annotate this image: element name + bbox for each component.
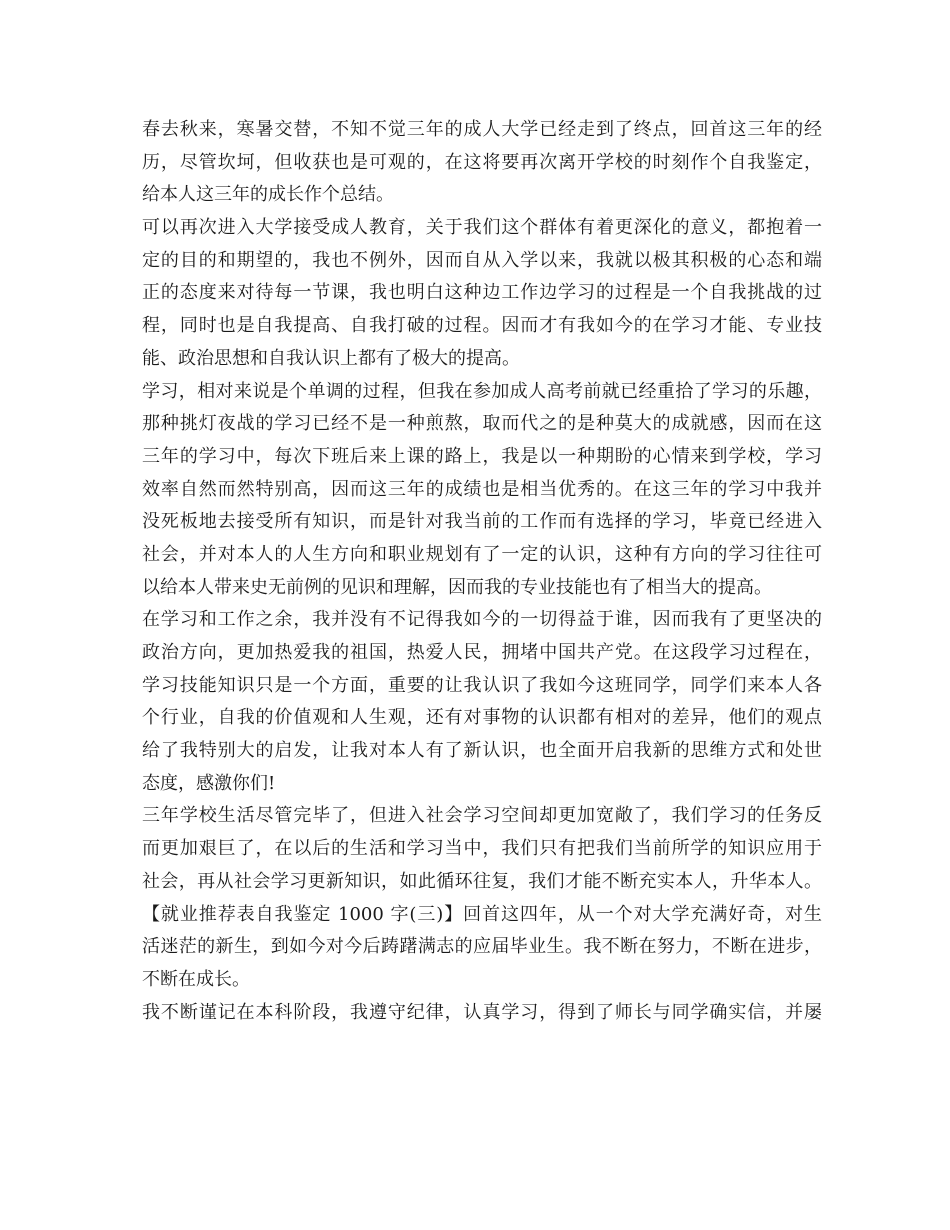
text-line: 以给本人带来史无前例的见识和理解，因而我的专业技能也有了相当大的提高。 (142, 576, 772, 598)
text-line: 个行业，自我的价值观和人生观，还有对事物的认识都有相对的差异，他们的观点 (142, 707, 822, 729)
text-line: 定的目的和期望的，我也不例外，因而自从入学以来，我就以极其积极的心态和端 (142, 249, 822, 271)
text-line: 在学习和工作之余，我并没有不记得我如今的一切得益于谁，因而我有了更坚决的 (142, 609, 822, 631)
text-line: 学习，相对来说是个单调的过程，但我在参加成人高考前就已经重拾了学习的乐趣， (142, 380, 822, 402)
text-line: 社会，再从社会学习更新知识，如此循环往复，我们才能不断充实本人，升华本人。 (142, 870, 822, 892)
text-line: 没死板地去接受所有知识，而是针对我当前的工作而有选择的学习，毕竟已经进入 (142, 511, 822, 533)
text-line: 可以再次进入大学接受成人教育，关于我们这个群体有着更深化的意义，都抱着一 (142, 217, 822, 239)
text-line: 政治方向，更加热爱我的祖国，热爱人民，拥堵中国共产党。在这段学习过程在， (142, 642, 822, 663)
text-line: 程，同时也是自我提高、自我打破的过程。因而才有我如今的在学习才能、专业技 (142, 315, 822, 337)
text-line: 那种挑灯夜战的学习已经不是一种煎熬，取而代之的是种莫大的成就感，因而在这 (142, 413, 822, 435)
text-line: 效率自然而然特别高，因而这三年的成绩也是相当优秀的。在这三年的学习中我并 (142, 478, 822, 500)
text-line: 给本人这三年的成长作个总结。 (142, 184, 394, 206)
text-line: 历，尽管坎坷，但收获也是可观的，在这将要再次离开学校的时刻作个自我鉴定， (142, 151, 822, 173)
text-line: 活迷茫的新生，到如今对今后踌躇满志的应届毕业生。我不断在努力，不断在进步， (142, 936, 822, 958)
text-line: 【就业推荐表自我鉴定 1000 字(三)】回首这四年，从一个对大学充满好奇，对生 (142, 903, 822, 925)
text-line: 能、政治思想和自我认识上都有了极大的提高。 (142, 347, 520, 369)
text-line: 三年的学习中，每次下班后来上课的路上，我是以一种期盼的心情来到学校，学习 (142, 445, 822, 467)
text-line: 正的态度来对待每一节课，我也明白这种边工作边学习的过程是一个自我挑战的过 (142, 282, 822, 304)
text-line: 而更加艰巨了，在以后的生活和学习当中，我们只有把我们当前所学的知识应用于 (142, 838, 822, 860)
text-line: 态度，感激你们! (142, 772, 276, 794)
text-line: 不断在成长。 (142, 968, 250, 990)
document-body (142, 114, 822, 1029)
text-line: 我不断谨记在本科阶段，我遵守纪律，认真学习，得到了师长与同学确实信，并屡 (142, 1001, 822, 1023)
text-line: 社会，并对本人的人生方向和职业规划有了一定的认识，这种有方向的学习往往可 (142, 543, 822, 565)
text-line: 三年学校生活尽管完毕了，但进入社会学习空间却更加宽敞了，我们学习的任务反 (142, 805, 822, 827)
text-line: 春去秋来，寒暑交替，不知不觉三年的成人大学已经走到了终点，回首这三年的经 (142, 119, 822, 140)
text-line: 学习技能知识只是一个方面，重要的让我认识了我如今这班同学，同学们来本人各 (142, 674, 822, 696)
text-line: 给了我特别大的启发，让我对本人有了新认识，也全面开启我新的思维方式和处世 (142, 740, 822, 762)
